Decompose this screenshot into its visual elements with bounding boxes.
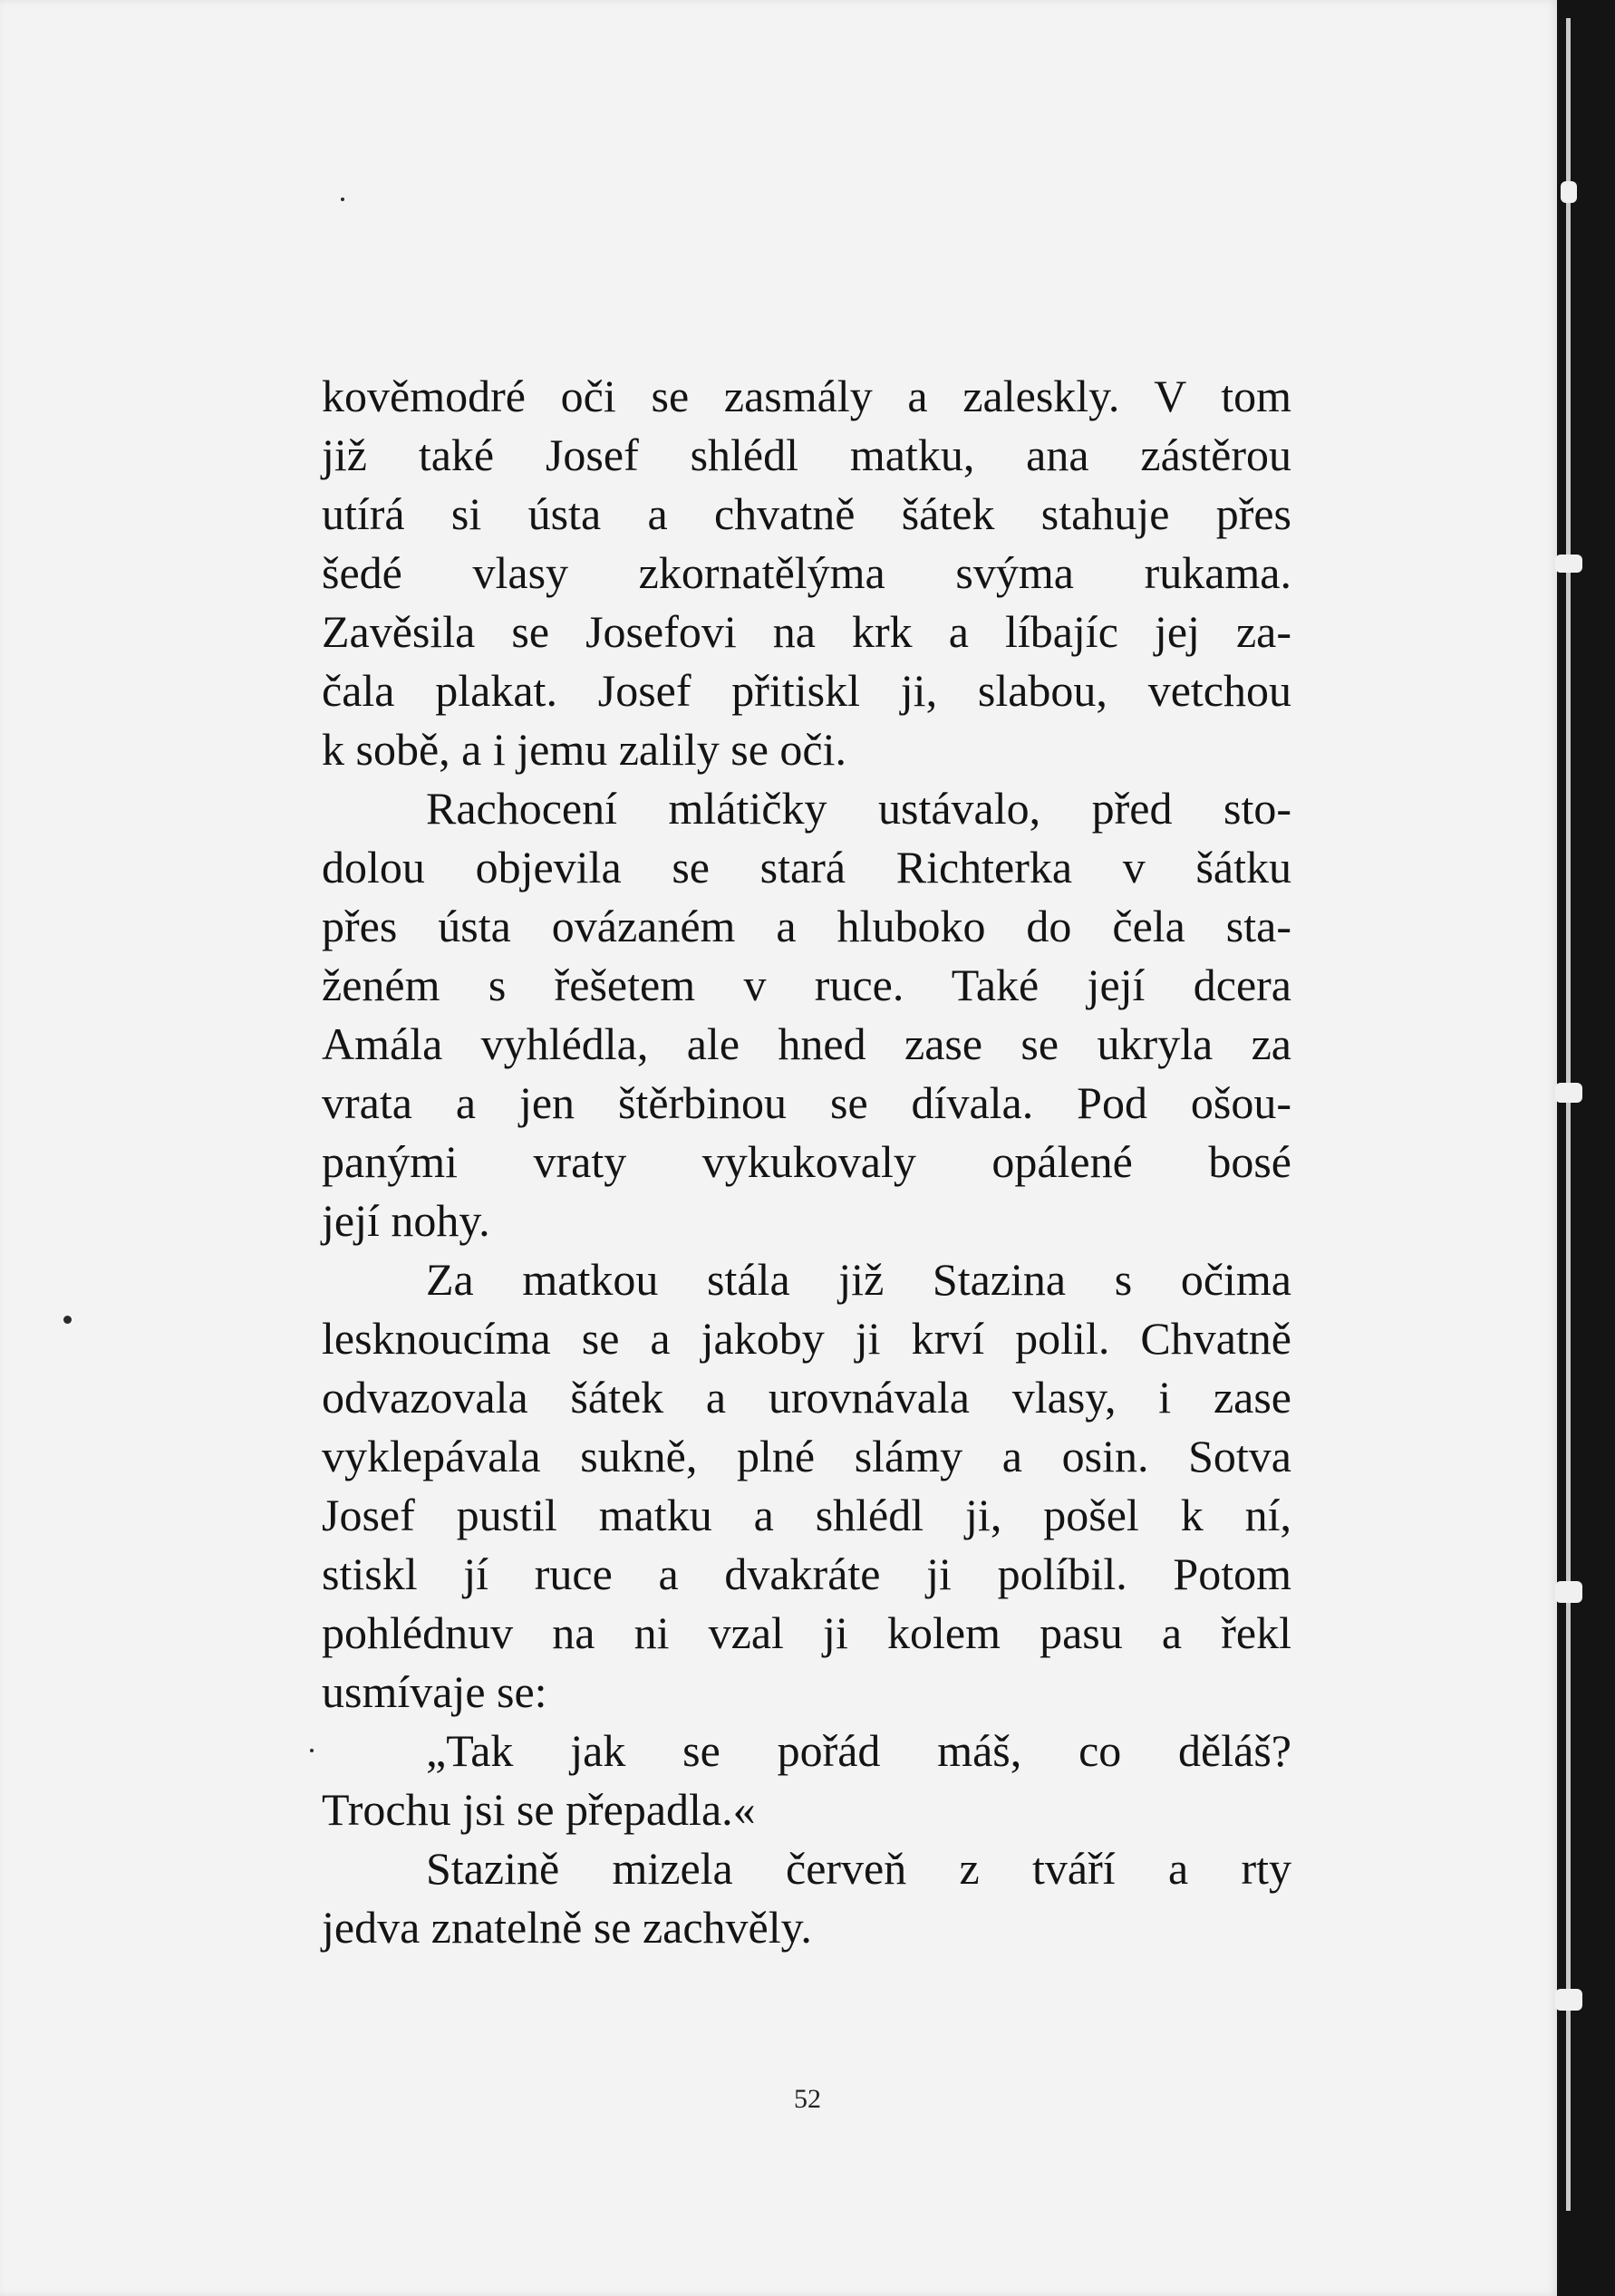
edge-mark [1555, 1989, 1582, 2011]
edge-mark [1555, 555, 1582, 573]
text-line: ženém s řešetem v ruce. Také její dcera [322, 960, 1291, 1010]
text-line: jedva znatelně se zachvěly. [322, 1902, 812, 1953]
paragraph [322, 1722, 1291, 1839]
text-line: čala plakat. Josef přitiskl ji, slabou, vetchou [322, 665, 1291, 716]
edge-mark [1555, 1581, 1582, 1603]
text-line: usmívaje se: [322, 1666, 547, 1717]
edge-mark [1561, 181, 1577, 203]
paragraph [322, 779, 1291, 1250]
page-edge-line [1566, 18, 1571, 2211]
paragraph [322, 1839, 1291, 1957]
text-line: Trochu jsi se přepadla.« [322, 1784, 756, 1835]
text-line: stiskl jí ruce a dvakráte ji políbil. Potom [322, 1548, 1291, 1599]
text-line: k sobě, a i jemu zalily se oči. [322, 724, 847, 775]
ink-speck [63, 1316, 72, 1324]
text-line: utírá si ústa a chvatně šátek stahuje přes [322, 488, 1291, 539]
text-line: odvazovala šátek a urovnávala vlasy, i zase [322, 1372, 1291, 1423]
text-line: Za matkou stála již Stazina s očima [426, 1254, 1291, 1305]
edge-mark [1555, 1083, 1582, 1103]
text-line: přes ústa ovázaném a hluboko do čela sta- [322, 901, 1291, 951]
text-line: lesknoucíma se a jakoby ji krví polil. Chvatně [322, 1313, 1291, 1364]
text-line: dolou objevila se stará Richterka v šátku [322, 842, 1291, 892]
paragraph [322, 1250, 1291, 1722]
text-line: Zavěsila se Josefovi na krk a líbajíc jej za- [322, 606, 1291, 657]
body-text [322, 367, 1291, 1957]
ink-speck [341, 198, 344, 201]
text-line: již také Josef shlédl matku, ana zástěrou [322, 429, 1291, 480]
text-line: její nohy. [322, 1195, 490, 1246]
text-line: Rachocení mlátičky ustávalo, před sto- [426, 783, 1291, 834]
text-line: kověmodré oči se zasmály a zaleskly. V tom [322, 371, 1291, 421]
text-line: vrata a jen štěrbinou se dívala. Pod ošou- [322, 1077, 1291, 1128]
ink-speck [310, 1749, 314, 1752]
paragraph [322, 367, 1291, 779]
text-line: šedé vlasy zkornatělýma svýma rukama. [322, 547, 1291, 598]
text-line: vyklepávala sukně, plné slámy a osin. Sotva [322, 1431, 1291, 1481]
page-number: 52 [794, 2084, 821, 2114]
text-line: Amála vyhlédla, ale hned zase se ukryla za [322, 1018, 1291, 1069]
text-line: „Tak jak se pořád máš, co děláš? [426, 1725, 1291, 1776]
text-line: Stazině mizela červeň z tváří a rty [426, 1843, 1291, 1894]
text-line: Josef pustil matku a shlédl ji, pošel k ní, [322, 1490, 1291, 1540]
text-line: pohlédnuv na ni vzal ji kolem pasu a řekl [322, 1607, 1291, 1658]
text-line: panými vraty vykukovaly opálené bosé [322, 1136, 1291, 1187]
